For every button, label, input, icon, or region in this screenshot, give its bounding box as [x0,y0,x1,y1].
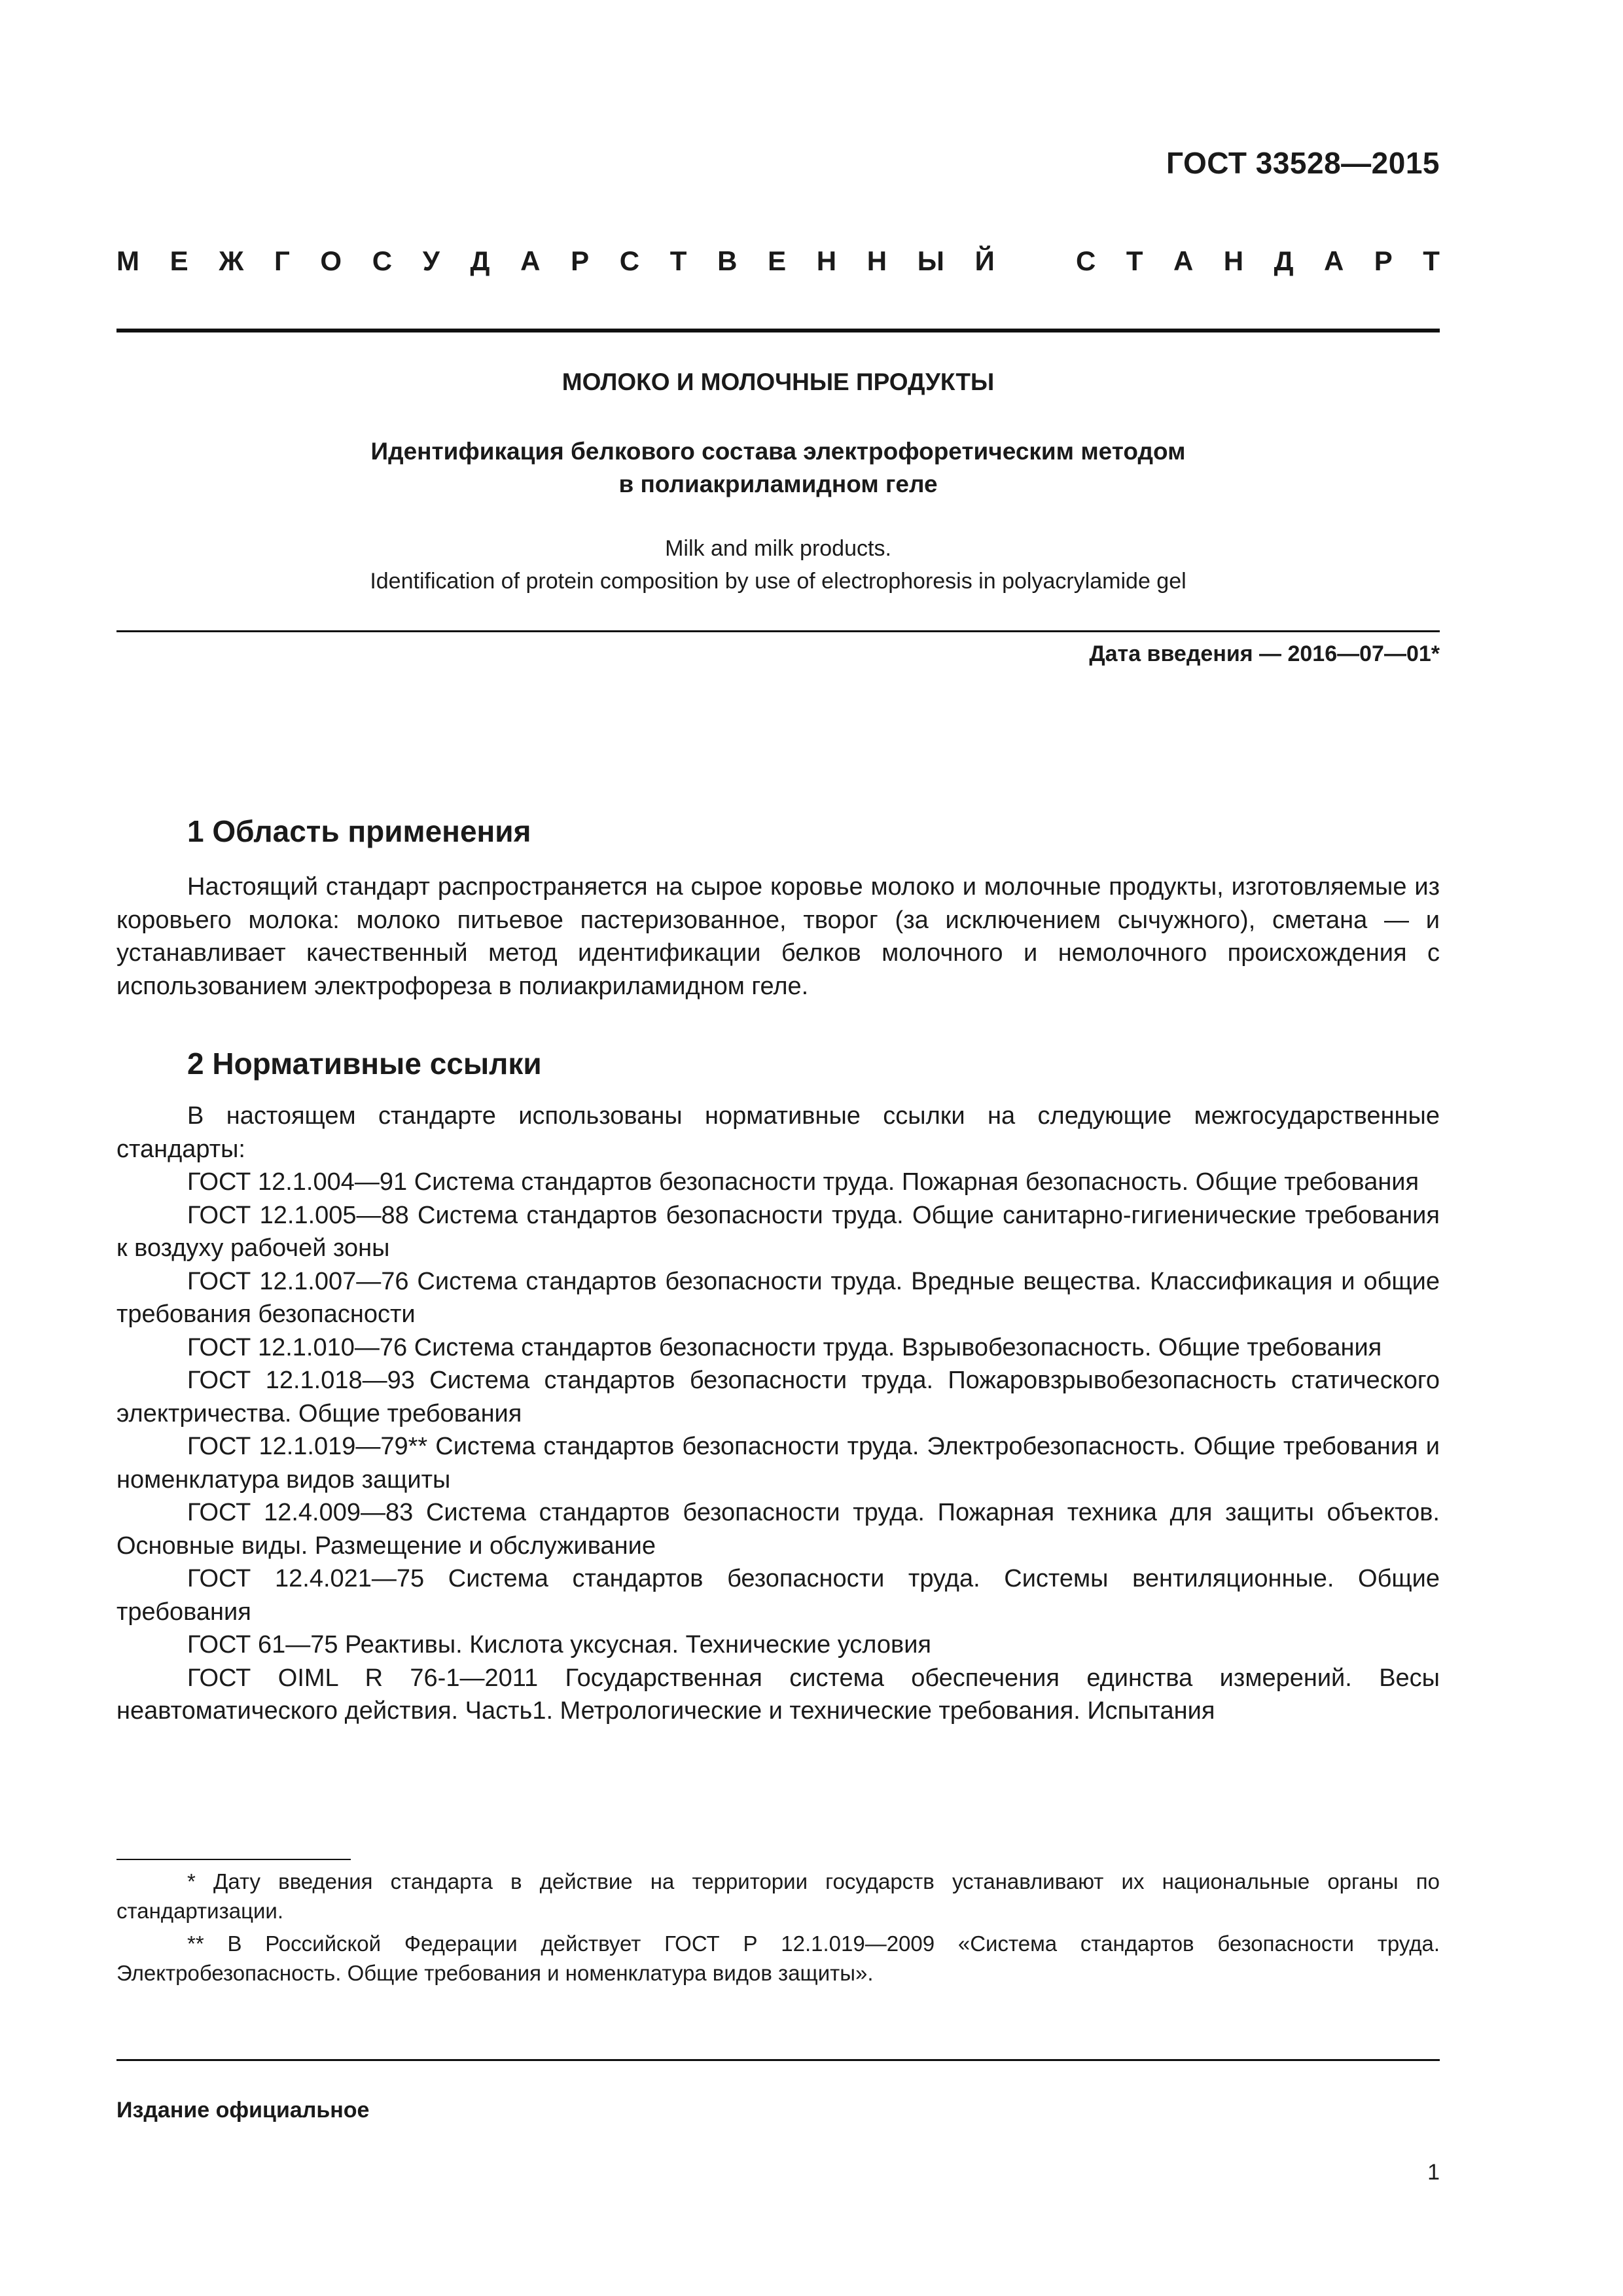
letter: Й [974,245,995,276]
reference-item: ГОСТ 12.1.004—91 Система стандартов безопасности труда. Пожарная безопасность. Общие требования [187,1168,1419,1196]
letter: Д [470,245,490,276]
letter: О [320,245,342,276]
letter: Р [1374,245,1393,276]
standard-type-word-2 [1076,245,1440,277]
letter: Е [768,245,787,276]
subtitle-line-2: в полиакриламидном геле [618,471,938,497]
letter: Е [169,245,188,276]
section-2-heading: 2 Нормативные ссылки [187,1047,542,1081]
reference-item: ГОСТ 12.1.010—76 Система стандартов безопасности труда. Взрывобезопасность. Общие требования [187,1333,1382,1361]
subtitle-line-1: Идентификация белкового состава электрофоретическим методом [370,438,1186,465]
english-title-line-2: Identification of protein composition by use of electrophoresis in polyacrylamide gel [370,569,1186,594]
letter: Т [1423,245,1440,276]
reference-item: ГОСТ 12.1.005—88 Система стандартов безопасности труда. Общие санитарно-гигиенические требования к воздуху рабочей зоны [116,1201,1440,1262]
letter: Н [866,245,887,276]
letter: С [1076,245,1096,276]
standard-type-heading [116,245,1440,277]
letter: Н [1223,245,1244,276]
reference-item: ГОСТ 12.1.019—79** Система стандартов безопасности труда. Электробезопасность. Общие требования и номенклатура видов защиты [116,1433,1440,1494]
title-english [116,532,1440,598]
english-title-line-1: Milk and milk products. [665,536,891,561]
reference-item: ГОСТ 12.4.009—83 Система стандартов безопасности труда. Пожарная техника для защиты объектов. Основные виды. Размещение и обслуживание [116,1499,1440,1560]
letter: В [717,245,738,276]
footnote-2: ** В Российской Федерации действует ГОСТ Р 12.1.019—2009 «Система стандартов безопасности труда. Электробезопасность. Общие требования и номенклатура видов защиты». [116,1931,1440,1985]
letter: Т [1126,245,1143,276]
reference-item: ГОСТ 12.4.021—75 Система стандартов безопасности труда. Системы вентиляционные. Общие требования [116,1565,1440,1626]
footer-rule [116,2059,1440,2061]
title-rule [116,630,1440,632]
letter: Т [669,245,687,276]
letter: А [1323,245,1344,276]
letter: Ы [917,245,944,276]
letter: Н [816,245,837,276]
letter: М [116,245,139,276]
letter: С [619,245,640,276]
letter: Р [571,245,590,276]
normative-references [116,1100,1440,1728]
letter: А [520,245,541,276]
header-rule [116,329,1440,332]
references-intro: В настоящем стандарте использованы нормативные ссылки на следующие межгосударственные стандарты: [116,1102,1440,1163]
standard-type-word-1 [116,245,995,277]
footnotes [116,1867,1440,1991]
letter: Д [1274,245,1294,276]
edition-label: Издание официальное [116,2098,370,2123]
section-1-heading: 1 Область применения [187,814,531,848]
letter: У [422,245,440,276]
doc-number: ГОСТ 33528—2015 [1166,146,1440,180]
reference-item: ГОСТ 12.1.018—93 Система стандартов безопасности труда. Пожаровзрывобезопасность статического электричества. Общие требования [116,1367,1440,1427]
letter: Ж [219,245,244,276]
letter: А [1173,245,1194,276]
reference-item: ГОСТ OIML R 76-1—2011 Государственная система обеспечения единства измерений. Весы неавтоматического действия. Часть1. Метрологические и технические требования. Испытания [116,1664,1440,1725]
reference-item: ГОСТ 61—75 Реактивы. Кислота уксусная. Технические условия [187,1631,932,1659]
letter: Г [274,245,290,276]
section-1-text: Настоящий стандарт распространяется на сырое коровье молоко и молочные продукты, изготовляемые из коровьего молока: молоко питьевое пастеризованное, творог (за исключением сычужного), сметана — и устанавливает качественный метод идентификации белков молочного и немолочного происхождения с использованием электрофореза в полиакриламидном геле. [116,873,1440,1000]
footnote-1: * Дату введения стандарта в действие на территории государств устанавливают их национальные органы по стандартизации. [116,1869,1440,1923]
reference-item: ГОСТ 12.1.007—76 Система стандартов безопасности труда. Вредные вещества. Классификация и общие требования безопасности [116,1267,1440,1328]
letter: С [372,245,393,276]
page-number: 1 [1427,2160,1440,2185]
document-page [116,0,1440,2296]
intro-date: Дата введения — 2016—07—01* [1089,641,1440,666]
footnote-separator [116,1859,351,1860]
title-main: МОЛОКО И МОЛОЧНЫЕ ПРОДУКТЫ [562,368,995,395]
title-subtitle [116,435,1440,501]
